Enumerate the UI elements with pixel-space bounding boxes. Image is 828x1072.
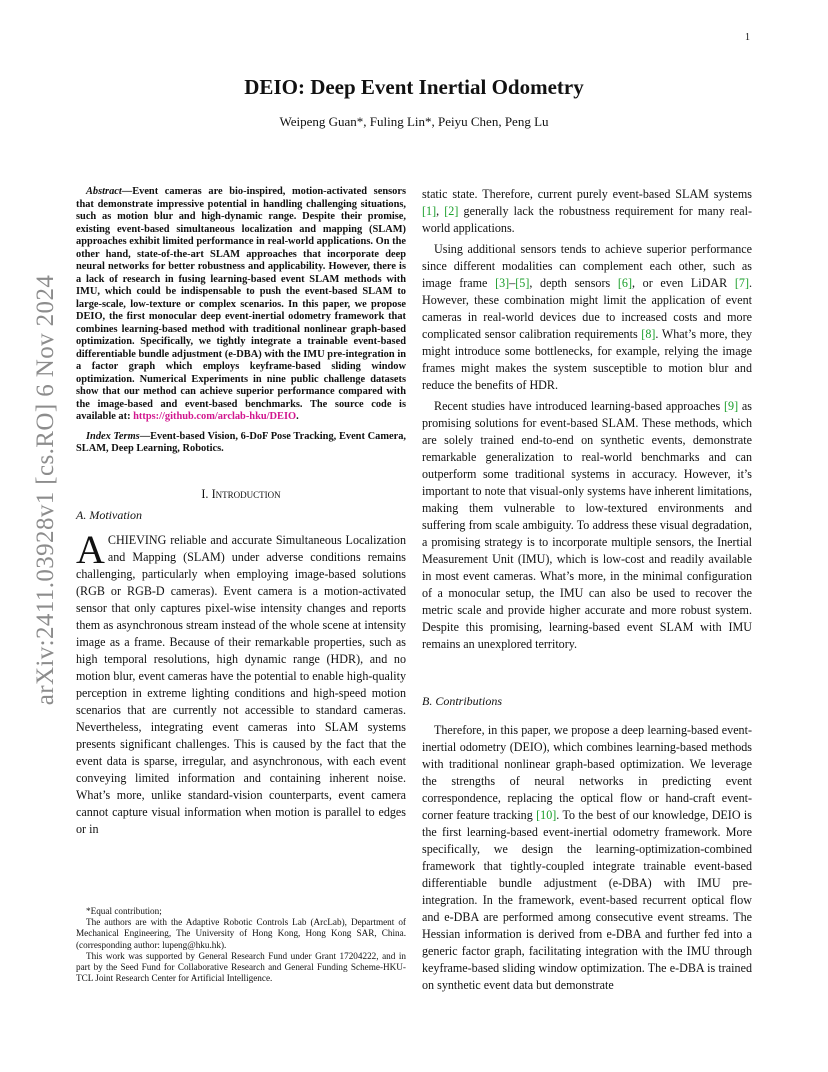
index-terms xyxy=(76,431,406,456)
citation-5[interactable]: [5] xyxy=(515,276,530,290)
author-list: Weipeng Guan*, Fuling Lin*, Peiyu Chen, Peng Lu xyxy=(279,114,549,129)
intro-paragraph: ACHIEVING reliable and accurate Simultaneous Localization and Mapping (SLAM) under adverse conditions remains challenging, particularly when employing image-based solutions (RGB or RGB-D cameras). Event camera is a motion-activated sensor that only captures pixel-wise intensity changes and reports them as asynchronous stream instead of the whole scene at intensity image as a frame. Because of their remarkable properties, such as high temporal resolutions, high dynamic range (HDR), and no motion blur, event cameras have the potential to enable high-quality perception in extreme lighting conditions and high-speed motion scenarios that are currently not accessible to standard cameras. Nevertheless, integrating event cameras into SLAM systems presents significant challenges. This is caused by the fact that the event data is sparse, irregular, and asynchronous, with each event conveying limited information and containing inherent noise. What’s more, unlike standard-vision counterparts, event camera cannot capture visual information when motion is parallel to edges or in xyxy=(76,526,406,836)
index-terms-text: —Event-based Vision, 6-DoF Pose Tracking, Event Camera, SLAM, Deep Learning, Robotics. xyxy=(76,430,406,454)
section-heading-introduction: I. Introduction xyxy=(201,486,281,501)
citation-9[interactable]: [9] xyxy=(724,399,739,413)
github-link[interactable]: https://github.com/arclab-hku/DEIO xyxy=(133,411,297,422)
drop-cap: A xyxy=(76,526,105,572)
citation-1[interactable]: [1] xyxy=(422,204,437,218)
citation-10[interactable]: [10] xyxy=(536,808,557,822)
right-column xyxy=(422,186,752,994)
citation-7[interactable]: [7] xyxy=(734,276,749,290)
citation-8[interactable]: [8] xyxy=(641,327,656,341)
left-column xyxy=(76,186,406,838)
footnote-funding: This work was supported by General Research Fund under Grant 17204222, and in part by the Seed Fund for Collaborative Research and General Funding Scheme-HKU-TCL Joint Research Center for Artificial Intelligence. xyxy=(76,950,406,984)
page-number: 1 xyxy=(745,32,750,43)
abstract-label: Abstract xyxy=(86,186,122,197)
paragraph-static-state: static state. Therefore, current purely event-based SLAM systems [1], [2] generally lack the robustness requirement for many real-world applications. xyxy=(422,187,752,235)
subsection-heading-contributions: B. Contributions xyxy=(422,694,503,708)
citation-3[interactable]: [3] xyxy=(495,276,510,290)
citation-6[interactable]: [6] xyxy=(617,276,632,290)
paragraph-additional-sensors: Using additional sensors tends to achieve superior performance since different modalities can complement each other, such as image frame [3]–[5], depth sensors [6], or even LiDAR [7]. However, these combination might limit the application of event cameras in real-world devices due to increased costs and more complicated sensor calibration requirements [8]. What’s more, they might introduce some bottlenecks, for example, relying the image frames might makes the system susceptible to motion blur and reduce the benefits of HDR. xyxy=(422,242,753,392)
paragraph-contributions: Therefore, in this paper, we propose a deep learning-based event-inertial odometry (DEIO), which combines learning-based methods with traditional nonlinear graph-based optimization. We leverage the strengths of neural networks in predicting event correspondence, replacing the optical flow or hand-craft event-corner feature tracking [10]. To the best of our knowledge, DEIO is the first learning-based event-inertial odometry framework. More specifically, we design the learning-optimization-combined framework that tightly-coupled integrate trainable event-based differentiable bundle adjustment (e-DBA) with IMU pre-integration. In the framework, event-based recurrent optical flow and e-DBA are performed among consecutive event streams. The Hessian information is derived from e-DBA and further fed into a generic factor graph, facilitating integration with the IMU through keyframe-based sliding window optimization. The e-DBA is trained on synthetic event data but demonstrate xyxy=(422,723,752,992)
paragraph-recent-studies: Recent studies have introduced learning-based approaches [9] as promising solutions for event-based SLAM. These methods, which are solely trained end-to-end on synthetic events, demonstrate remarkable generalization to real-world benchmarks and can outperform some traditional systems in accuracy. However, it’s important to note that visual-only systems have inherent limitations, making them vulnerable to low-textured environments and suffering from scale ambiguity. To address these visual degradation, a promising strategy is to incorporate multiple sensors, the Inertial Measurement Unit (IMU), which is low-cost and readily available in most event cameras. What’s more, in the minimal configuration of a monocular setup, the IMU can also be used to recover the metric scale and provide higher accurate and more robust system. Despite this promising, learning-based event SLAM with IMU remains an unexplored territory. xyxy=(422,399,753,651)
abstract: Abstract—Event cameras are bio-inspired, motion-activated sensors that demonstrate impressive potential in handling challenging situations, such as motion blur and high-dynamic range. Despite their promise, existing event-based simultaneous localization and mapping (SLAM) approaches exhibit limited performance in real-world applications. On the other hand, state-of-the-art SLAM approaches that incorporate deep neural networks for better robustness and applicability. However, there is a lack of research in fusing learning-based event SLAM methods with IMU, which could be indispensable to push the event-based SLAM to large-scale, low-texture or complex scenarios. In this paper, we propose DEIO, the first monocular deep event-inertial odometry framework that combines learning-based method with traditional nonlinear graph-based optimization. Specifically, we tightly integrate a trainable event-based differentiable bundle adjustment (e-DBA) with the IMU pre-integration in a factor graph which employs keyframe-based sliding window optimization. Numerical Experiments in nine public challenge datasets show that our method can achieve superior performance compared with the image-based and event-based benchmarks. The source code is available at: https://github.com/arclab-hku/DEIO. xyxy=(76,186,406,422)
citation-2[interactable]: [2] xyxy=(444,204,459,218)
paper-title: DEIO: Deep Event Inertial Odometry xyxy=(244,75,584,99)
arxiv-identifier: arXiv:2411.03928v1 [cs.RO] 6 Nov 2024 xyxy=(32,274,59,706)
footnote-affiliation: The authors are with the Adaptive Robotic Controls Lab (ArcLab), Department of Mechanical Engineering, The University of Hong Kong, Hong Kong SAR, China. (corresponding author: lupeng@hku.hk). xyxy=(76,917,406,950)
footnotes xyxy=(76,906,406,984)
abstract-text: —Event cameras are bio-inspired, motion-activated sensors that demonstrate impressive potential in handling challenging situations, such as motion blur and high-dynamic range. Despite their promise, existing event-based simultaneous localization and mapping (SLAM) approaches exhibit limited performance in real-world applications. On the other hand, state-of-the-art SLAM approaches that incorporate deep neural networks for better robustness and applicability. However, there is a lack of research in fusing learning-based event SLAM methods with IMU, which could be indispensable to push the event-based SLAM to large-scale, low-texture or complex scenarios. In this paper, we propose DEIO, the first monocular deep event-inertial odometry framework that combines learning-based method with traditional nonlinear graph-based optimization. Specifically, we tightly integrate a trainable event-based differentiable bundle adjustment (e-DBA) with the IMU pre-integration in a factor graph which employs keyframe-based sliding window optimization. Numerical Experiments in nine public challenge datasets show that our method can achieve superior performance compared with the image-based and event-based benchmarks. The source code is available at: xyxy=(76,186,406,422)
subsection-heading-motivation: A. Motivation xyxy=(76,507,142,522)
index-terms-label: Index Terms xyxy=(86,430,140,442)
footnote-equal-contribution: *Equal contribution; xyxy=(86,906,162,916)
